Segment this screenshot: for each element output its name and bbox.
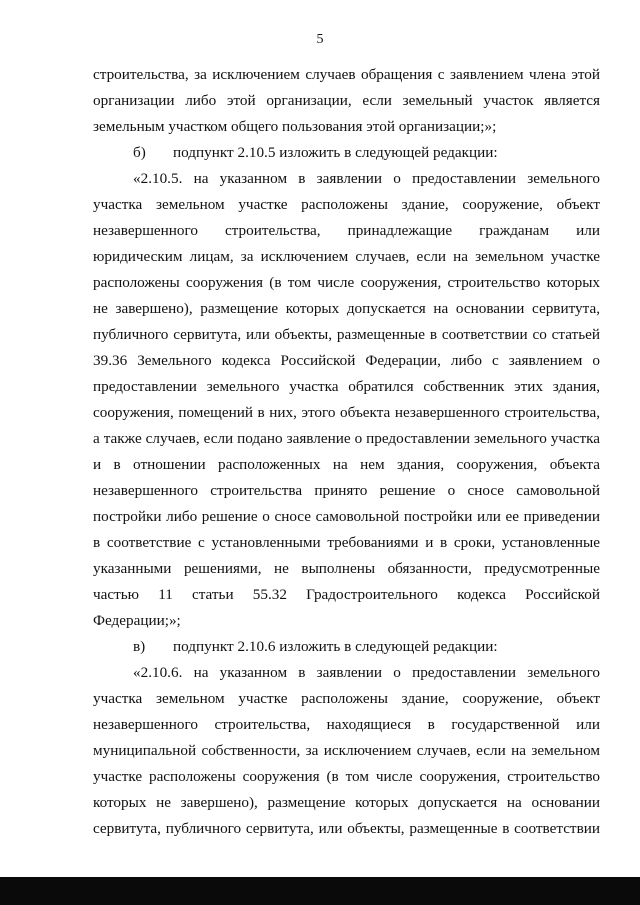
page-number: 5 bbox=[316, 32, 324, 47]
text-line: не завершено), размещение которых допускается на основании сервитута, bbox=[93, 300, 600, 317]
text-line: которых не завершено), размещение которых допускается на основании bbox=[93, 794, 600, 811]
text-line: 39.36 Земельного кодекса Российской Федерации, либо с заявлением о bbox=[93, 352, 600, 369]
text-line: постройки либо решение о сносе самовольной постройки или ее приведении bbox=[93, 508, 600, 525]
text-line: незавершенного строительства принято решение о сносе самовольной bbox=[93, 482, 600, 499]
text-line: участка земельном участке расположены здание, сооружение, объект bbox=[93, 690, 600, 707]
text-line: и в отношении расположенных на нем здания, сооружения, объекта bbox=[93, 456, 600, 473]
text-line: предоставлении земельного участка обратился собственник этих здания, bbox=[93, 378, 600, 395]
paragraph-first-line: «2.10.5. на указанном в заявлении о предоставлении земельного bbox=[133, 170, 600, 187]
text-line: расположены сооружения (в том числе сооружения, строительство которых bbox=[93, 274, 600, 291]
list-item-text: подпункт 2.10.6 изложить в следующей редакции: bbox=[173, 638, 498, 655]
text-line: участка земельном участке расположены здание, сооружение, объект bbox=[93, 196, 600, 213]
text-line: незавершенного строительства, принадлежащие гражданам или bbox=[93, 222, 600, 239]
text-line: Федерации;»; bbox=[93, 612, 181, 629]
list-item-marker: б) bbox=[133, 144, 146, 161]
paragraph-first-line: «2.10.6. на указанном в заявлении о предоставлении земельного bbox=[133, 664, 600, 681]
text-line: организации либо этой организации, если земельный участок является bbox=[93, 92, 600, 109]
text-line: сервитута, публичного сервитута, или объекты, размещенные в соответствии bbox=[93, 820, 600, 837]
text-line: муниципальной собственности, за исключением случаев, если на земельном bbox=[93, 742, 600, 759]
text-line: указанными решениями, не выполнены обязанности, предусмотренные bbox=[93, 560, 600, 577]
text-line: земельным участком общего пользования этой организации;»; bbox=[93, 118, 497, 135]
scan-bottom-edge bbox=[0, 877, 640, 905]
text-line: а также случаев, если подано заявление о предоставлении земельного участка bbox=[93, 430, 600, 447]
text-line: участке расположены сооружения (в том числе сооружения, строительство bbox=[93, 768, 600, 785]
text-line: публичного сервитута, или объекты, размещенные в соответствии со статьей bbox=[93, 326, 600, 343]
text-line: частью 11 статьи 55.32 Градостроительного кодекса Российской bbox=[93, 586, 600, 603]
text-line: сооружения, помещений в них, этого объекта незавершенного строительства, bbox=[93, 404, 600, 421]
text-line: незавершенного строительства, находящиеся в государственной или bbox=[93, 716, 600, 733]
list-item-marker: в) bbox=[133, 638, 146, 655]
list-item-text: подпункт 2.10.5 изложить в следующей редакции: bbox=[173, 144, 498, 161]
text-line: строительства, за исключением случаев обращения с заявлением члена этой bbox=[93, 66, 600, 83]
text-line: юридическим лицам, за исключением случаев, если на земельном участке bbox=[93, 248, 600, 265]
text-line: в соответствие с установленными требованиями и в сроки, установленные bbox=[93, 534, 600, 551]
